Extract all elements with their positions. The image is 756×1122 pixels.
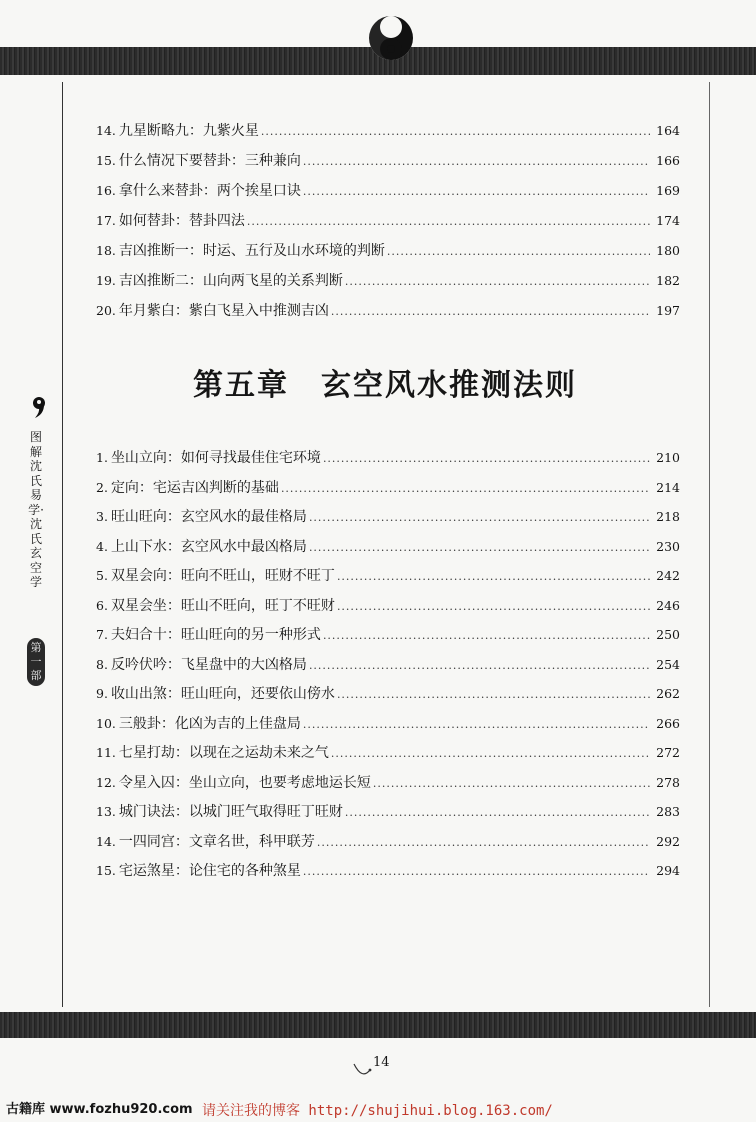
toc-entry-number: 20. bbox=[96, 303, 116, 318]
toc-entry bbox=[96, 742, 680, 772]
toc-entry bbox=[96, 683, 680, 713]
toc-entry bbox=[96, 860, 680, 890]
toc-entry-number: 6. bbox=[96, 597, 108, 613]
toc-entry-page: 214 bbox=[656, 479, 680, 495]
toc-entry-number: 4. bbox=[96, 538, 108, 554]
toc-leader-dots bbox=[331, 305, 650, 318]
toc-entry-title: 反吟伏吟：飞星盘中的大凶格局 bbox=[110, 656, 307, 673]
page-number: 14 bbox=[373, 1055, 390, 1070]
toc-entry-number: 15. bbox=[96, 153, 116, 168]
right-margin-rule bbox=[709, 82, 710, 1007]
toc-entry bbox=[96, 270, 680, 300]
toc-entry bbox=[96, 565, 680, 595]
toc-entry-number: 12. bbox=[96, 774, 116, 790]
toc-entry bbox=[96, 477, 680, 507]
toc-entry-number: 16. bbox=[96, 183, 116, 198]
toc-entry-page: 164 bbox=[656, 123, 680, 138]
toc-entry bbox=[96, 240, 680, 270]
toc-leader-dots bbox=[303, 718, 650, 731]
toc-leader-dots bbox=[387, 245, 650, 258]
toc-entry bbox=[96, 624, 680, 654]
toc-entry-page: 230 bbox=[656, 538, 680, 554]
toc-leader-dots bbox=[331, 747, 650, 760]
toc-entry-number: 15. bbox=[96, 863, 116, 878]
footer-site-watermark: 古籍库 www.fozhu920.com bbox=[6, 1102, 193, 1117]
toc-entry-number: 5. bbox=[96, 568, 108, 583]
toc-entry-title: 夫妇合十：旺山旺向的另一种形式 bbox=[110, 627, 321, 643]
footer-blog-watermark: 请关注我的博客 http://shujihui.blog.163.com/ bbox=[202, 1103, 553, 1119]
toc-entry-page: 169 bbox=[656, 183, 680, 198]
toc-entry-title: 吉凶推断一：时运、五行及山水环境的判断 bbox=[118, 243, 385, 259]
toc-entry-title: 双星会坐：旺山不旺向，旺丁不旺财 bbox=[110, 597, 335, 614]
toc-entry-page: 294 bbox=[656, 863, 680, 878]
toc-entry-page: 218 bbox=[656, 509, 680, 524]
toc-entry-number: 10. bbox=[96, 715, 116, 731]
toc-entry-title: 令星入囚：坐山立向，也要考虑地运长短 bbox=[118, 774, 371, 791]
toc-leader-dots bbox=[337, 600, 650, 613]
toc-entry bbox=[96, 831, 680, 861]
toc-entry-page: 242 bbox=[656, 568, 680, 583]
left-margin-rule bbox=[62, 82, 63, 1007]
toc-entry-number: 13. bbox=[96, 804, 116, 819]
toc-entry-page: 246 bbox=[656, 597, 680, 613]
page-flourish-icon bbox=[352, 1060, 374, 1082]
toc-entry bbox=[96, 210, 680, 240]
toc-entry-number: 1. bbox=[96, 450, 108, 465]
bottom-decorative-band bbox=[0, 1012, 756, 1038]
toc-entry bbox=[96, 713, 680, 743]
toc-entry-title: 吉凶推断二：山向两飞星的关系判断 bbox=[118, 273, 343, 289]
toc-entry-number: 18. bbox=[96, 243, 116, 258]
toc-section-previous-chapter bbox=[96, 120, 680, 330]
toc-entry-title: 双星会向：旺向不旺山，旺财不旺丁 bbox=[110, 568, 335, 584]
toc-entry-title: 如何替卦：替卦四法 bbox=[118, 213, 245, 229]
toc-entry-number: 7. bbox=[96, 627, 108, 642]
toc-entry-title: 拿什么来替卦：两个挨星口诀 bbox=[118, 183, 301, 199]
toc-entry-title: 三般卦：化凶为吉的上佳盘局 bbox=[118, 715, 301, 732]
toc-entry-page: 197 bbox=[656, 303, 680, 318]
toc-leader-dots bbox=[337, 570, 650, 583]
toc-entry-title: 宅运煞星：论住宅的各种煞星 bbox=[118, 863, 301, 879]
toc-entry-title: 旺山旺向：玄空风水的最佳格局 bbox=[110, 509, 307, 525]
toc-entry-page: 182 bbox=[656, 273, 680, 288]
toc-entry-page: 272 bbox=[656, 745, 680, 760]
sidebar-book-title: 图解沈氏易学·沈氏玄空学 bbox=[28, 430, 44, 589]
toc-leader-dots bbox=[261, 125, 650, 138]
chapter-heading: 第五章 玄空风水推测法则 bbox=[193, 368, 577, 403]
toc-entry-title: 七星打劫：以现在之运劫未来之气 bbox=[118, 745, 329, 761]
toc-entry bbox=[96, 654, 680, 684]
toc-entry-number: 17. bbox=[96, 213, 116, 228]
toc-leader-dots bbox=[309, 541, 650, 554]
toc-entry bbox=[96, 506, 680, 536]
toc-entry-page: 180 bbox=[656, 243, 680, 258]
toc-entry bbox=[96, 536, 680, 566]
toc-entry-title: 一四同宫：文章名世，科甲联芳 bbox=[118, 833, 315, 850]
toc-entry-page: 174 bbox=[656, 213, 680, 228]
toc-leader-dots bbox=[373, 777, 650, 790]
toc-leader-dots bbox=[303, 155, 650, 168]
toc-leader-dots bbox=[309, 511, 650, 524]
toc-leader-dots bbox=[345, 806, 650, 819]
toc-entry-page: 250 bbox=[656, 627, 680, 642]
toc-entry bbox=[96, 120, 680, 150]
taiji-small-icon bbox=[30, 396, 48, 420]
toc-leader-dots bbox=[337, 688, 650, 701]
toc-entry-title: 定向：宅运吉凶判断的基础 bbox=[110, 479, 279, 496]
toc-entry-title: 九星断略九：九紫火星 bbox=[118, 123, 259, 139]
toc-leader-dots bbox=[323, 629, 650, 642]
toc-entry-title: 坐山立向：如何寻找最佳住宅环境 bbox=[110, 450, 321, 466]
toc-entry-page: 278 bbox=[656, 774, 680, 790]
toc-entry bbox=[96, 447, 680, 477]
toc-leader-dots bbox=[323, 452, 650, 465]
toc-leader-dots bbox=[317, 836, 650, 849]
toc-entry-number: 3. bbox=[96, 509, 108, 524]
toc-leader-dots bbox=[309, 659, 650, 672]
toc-entry-number: 14. bbox=[96, 123, 116, 138]
toc-entry bbox=[96, 300, 680, 330]
toc-section-chapter-five bbox=[96, 447, 680, 890]
toc-entry bbox=[96, 595, 680, 625]
sidebar-part-badge: 第一部 bbox=[27, 638, 45, 686]
toc-entry-number: 19. bbox=[96, 273, 116, 288]
toc-entry-page: 166 bbox=[656, 153, 680, 168]
toc-entry-number: 14. bbox=[96, 833, 116, 849]
toc-entry bbox=[96, 801, 680, 831]
toc-entry-number: 8. bbox=[96, 656, 108, 672]
toc-entry-page: 254 bbox=[656, 656, 680, 672]
toc-entry-page: 266 bbox=[656, 715, 680, 731]
toc-entry-number: 2. bbox=[96, 479, 108, 495]
toc-leader-dots bbox=[345, 275, 650, 288]
toc-entry-title: 收山出煞：旺山旺向，还要依山傍水 bbox=[110, 686, 335, 702]
toc-entry-number: 11. bbox=[96, 745, 116, 760]
toc-entry-page: 210 bbox=[656, 450, 680, 465]
toc-leader-dots bbox=[247, 215, 650, 228]
toc-leader-dots bbox=[303, 865, 650, 878]
toc-entry-title: 城门诀法：以城门旺气取得旺丁旺财 bbox=[118, 804, 343, 820]
toc-entry-title: 上山下水：玄空风水中最凶格局 bbox=[110, 538, 307, 555]
toc-entry bbox=[96, 180, 680, 210]
toc-entry-title: 年月紫白：紫白飞星入中推测吉凶 bbox=[118, 303, 329, 319]
toc-entry-page: 283 bbox=[656, 804, 680, 819]
toc-entry bbox=[96, 150, 680, 180]
toc-entry-title: 什么情况下要替卦：三种兼向 bbox=[118, 153, 301, 169]
toc-entry-page: 292 bbox=[656, 833, 680, 849]
toc-leader-dots bbox=[281, 482, 650, 495]
toc-entry-page: 262 bbox=[656, 686, 680, 701]
taiji-icon bbox=[367, 14, 415, 62]
toc-leader-dots bbox=[303, 185, 650, 198]
toc-entry-number: 9. bbox=[96, 686, 108, 701]
toc-entry bbox=[96, 772, 680, 802]
